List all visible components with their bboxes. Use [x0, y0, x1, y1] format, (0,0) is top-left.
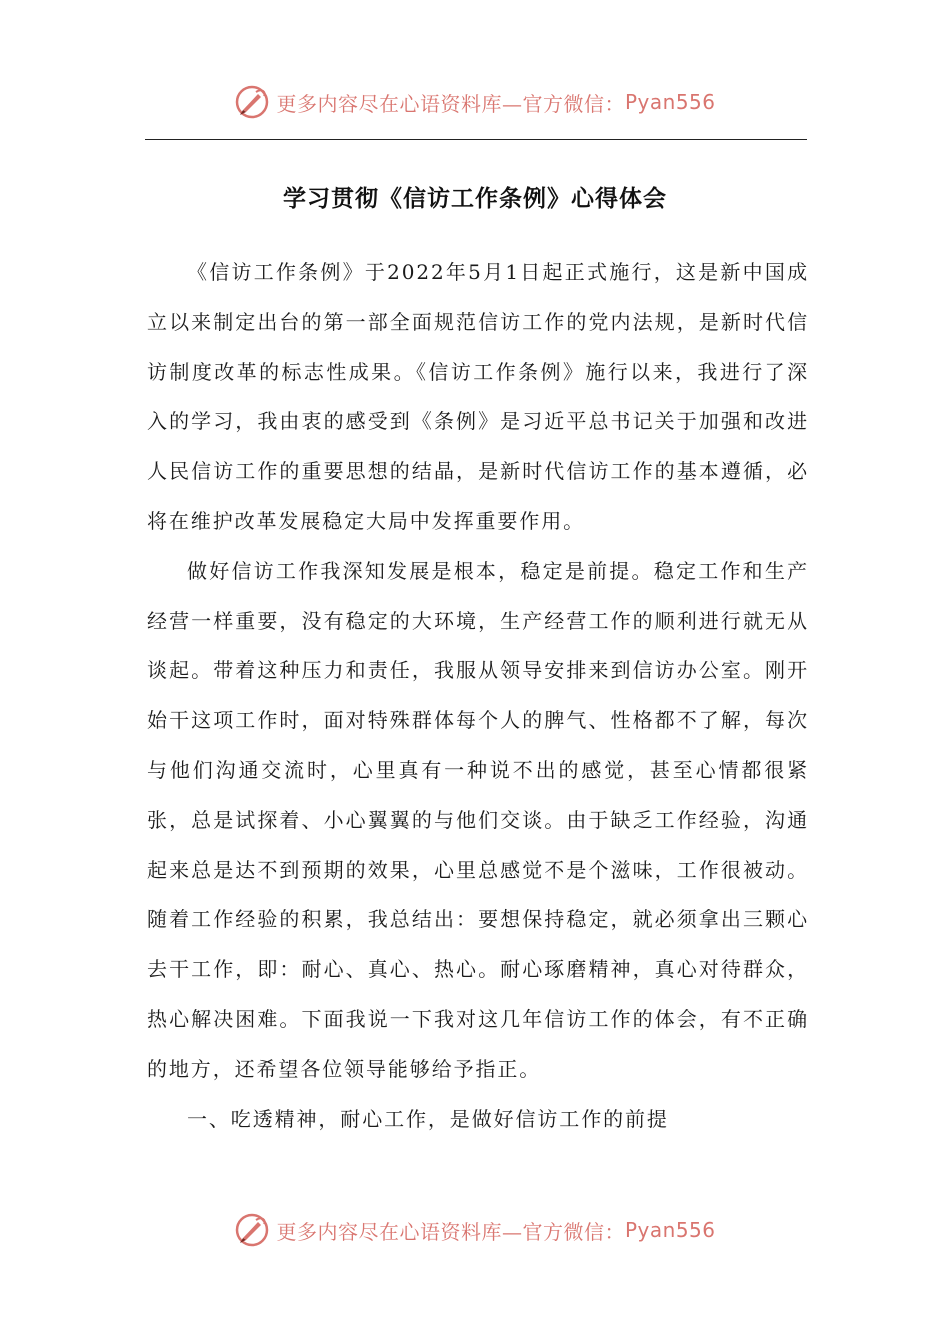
- footer-banner: [0, 1210, 950, 1250]
- header-banner-account: Pyan556: [624, 90, 716, 114]
- footer-banner-account: Pyan556: [624, 1218, 716, 1242]
- header-banner: [0, 82, 950, 122]
- body-paragraph-1: 《信访工作条例》于2022年5月1日起正式施行，这是新中国成立以来制定出台的第一部全面规范信访工作的党内法规，是新时代信访制度改革的标志性成果。《信访工作条例》施行以来，我进行了深入的学习，我由衷的感受到《条例》是习近平总书记关于加强和改进人民信访工作的重要思想的结晶，是新时代信访工作的基本遵循，必将在维护改革发展稳定大局中发挥重要作用。: [147, 260, 809, 533]
- document-title: 学习贯彻《信访工作条例》心得体会: [283, 186, 667, 212]
- document-body: [147, 248, 809, 1144]
- header-divider: [145, 139, 807, 140]
- section-heading: 一、吃透精神，耐心工作，是做好信访工作的前提: [187, 1106, 669, 1131]
- pen-quill-logo-icon: [234, 84, 270, 120]
- footer-banner-text: 更多内容尽在心语资料库—官方微信：: [276, 1219, 625, 1244]
- header-banner-text: 更多内容尽在心语资料库—官方微信：: [276, 91, 625, 116]
- pen-quill-logo-icon: [234, 1212, 270, 1248]
- body-paragraph-2: 做好信访工作我深知发展是根本，稳定是前提。稳定工作和生产经营一样重要，没有稳定的大环境，生产经营工作的顺利进行就无从谈起。带着这种压力和责任，我服从领导安排来到信访办公室。刚开始干这项工作时，面对特殊群体每个人的脾气、性格都不了解，每次与他们沟通交流时，心里真有一种说不出的感觉，甚至心情都很紧张，总是试探着、小心翼翼的与他们交谈。由于缺乏工作经验，沟通起来总是达不到预期的效果，心里总感觉不是个滋味，工作很被动。随着工作经验的积累，我总结出：要想保持稳定，就必须拿出三颗心去干工作，即：耐心、真心、热心。耐心琢磨精神，真心对待群众，热心解决困难。下面我说一下我对这几年信访工作的体会，有不正确的地方，还希望各位领导能够给予指正。: [147, 558, 809, 1081]
